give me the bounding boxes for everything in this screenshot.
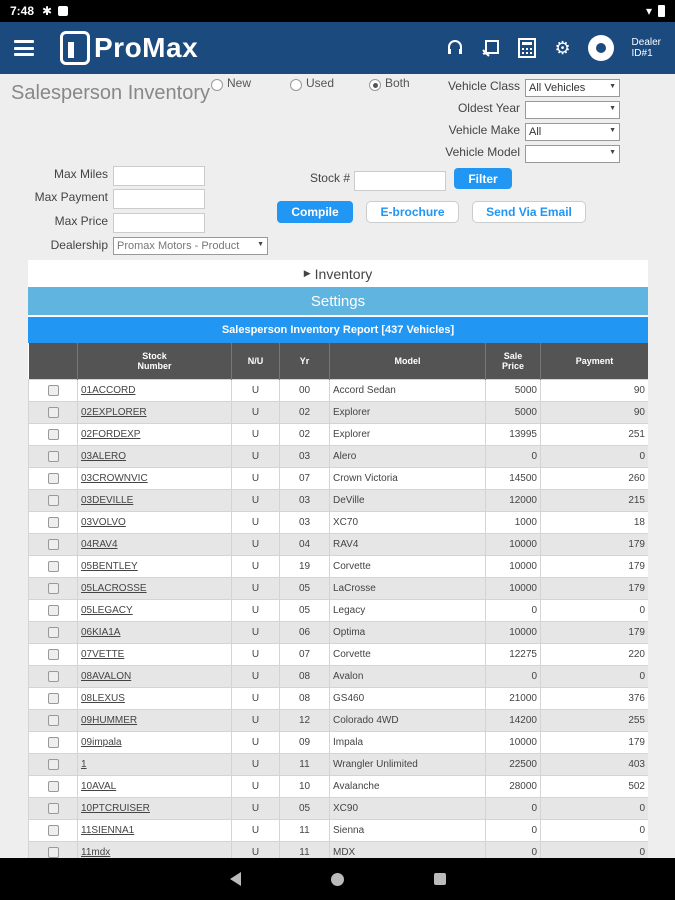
stock-number-cell: [78, 445, 232, 467]
price-cell: 0: [486, 599, 541, 621]
col-stock-line2: Number: [137, 360, 172, 371]
nu-cell: U: [232, 423, 280, 445]
table-row: [29, 533, 649, 555]
payment-cell: 255: [541, 709, 649, 731]
yr-cell: 00: [280, 379, 330, 401]
row-checkbox[interactable]: [48, 539, 59, 550]
dealership-label: Dealership: [50, 238, 108, 252]
nu-cell: U: [232, 533, 280, 555]
row-checkbox[interactable]: [48, 451, 59, 462]
row-checkbox[interactable]: [48, 737, 59, 748]
model-cell: Colorado 4WD: [330, 709, 486, 731]
col-select: [29, 343, 78, 379]
yr-cell: 07: [280, 643, 330, 665]
stock-number-cell: [78, 797, 232, 819]
nu-cell: U: [232, 467, 280, 489]
promax-logo-mark-icon: [60, 31, 90, 65]
row-checkbox[interactable]: [48, 605, 59, 616]
stock-number-link[interactable]: 10AVAL: [81, 780, 117, 792]
price-cell: 10000: [486, 731, 541, 753]
price-cell: 14200: [486, 709, 541, 731]
yr-cell: 11: [280, 841, 330, 858]
price-cell: 0: [486, 841, 541, 858]
stock-number-link[interactable]: 11mdx: [81, 846, 111, 858]
row-checkbox[interactable]: [48, 407, 59, 418]
nu-cell: U: [232, 841, 280, 858]
table-row: [29, 753, 649, 775]
model-cell: Avalanche: [330, 775, 486, 797]
row-select-cell: [29, 467, 78, 489]
filter-button[interactable]: Filter: [454, 168, 512, 189]
stock-number-cell: [78, 423, 232, 445]
payment-cell: 179: [541, 577, 649, 599]
max-payment-label: Max Payment: [34, 190, 108, 204]
table-row: [29, 819, 649, 841]
nu-cell: U: [232, 643, 280, 665]
row-checkbox[interactable]: [48, 385, 59, 396]
status-time: 7:48: [10, 4, 35, 18]
yr-cell: 05: [280, 797, 330, 819]
stock-number-cell: [78, 533, 232, 555]
radio-both[interactable]: [369, 76, 410, 91]
nu-cell: U: [232, 819, 280, 841]
row-select-cell: [29, 687, 78, 709]
stock-number-link[interactable]: 03ALERO: [81, 450, 127, 462]
oldest-year-select[interactable]: [525, 101, 620, 119]
yr-cell: 05: [280, 599, 330, 621]
radio-new-label: New: [227, 76, 252, 90]
nu-cell: U: [232, 401, 280, 423]
stock-number-link[interactable]: 08AVALON: [81, 670, 132, 682]
nu-cell: U: [232, 379, 280, 401]
radio-new[interactable]: [211, 76, 251, 91]
payment-cell: 90: [541, 401, 649, 423]
yr-cell: 07: [280, 467, 330, 489]
send-email-button[interactable]: Send Via Email: [472, 201, 586, 223]
row-checkbox[interactable]: [48, 759, 59, 770]
stock-number-cell: [78, 775, 232, 797]
stock-number-cell: [78, 841, 232, 858]
yr-cell: 09: [280, 731, 330, 753]
yr-cell: 04: [280, 533, 330, 555]
headset-icon[interactable]: [444, 37, 466, 59]
nu-cell: U: [232, 775, 280, 797]
row-select-cell: [29, 511, 78, 533]
nu-cell: U: [232, 687, 280, 709]
max-price-input[interactable]: [113, 213, 205, 233]
table-row: [29, 797, 649, 819]
stock-number-cell: [78, 555, 232, 577]
recents-icon[interactable]: [434, 873, 446, 885]
payment-cell: 0: [541, 599, 649, 621]
payment-cell: 18: [541, 511, 649, 533]
stock-number-cell: [78, 731, 232, 753]
row-checkbox[interactable]: [48, 561, 59, 572]
stock-number-cell: [78, 621, 232, 643]
ebrochure-button[interactable]: E-brochure: [366, 201, 459, 223]
inventory-panel: [28, 260, 648, 858]
calculator-icon[interactable]: [516, 37, 538, 59]
stock-number-link[interactable]: 04RAV4: [81, 538, 118, 550]
payment-cell: 215: [541, 489, 649, 511]
stock-input[interactable]: [354, 171, 446, 191]
row-select-cell: [29, 577, 78, 599]
max-miles-label: Max Miles: [53, 167, 108, 181]
payment-cell: 0: [541, 797, 649, 819]
model-cell: Accord Sedan: [330, 379, 486, 401]
inventory-toggle[interactable]: [28, 260, 648, 287]
row-checkbox[interactable]: [48, 715, 59, 726]
row-select-cell: [29, 401, 78, 423]
row-checkbox[interactable]: [48, 627, 59, 638]
cast-icon[interactable]: [480, 37, 502, 59]
row-select-cell: [29, 555, 78, 577]
stock-number-link[interactable]: 03DEVILLE: [81, 494, 134, 506]
price-cell: 28000: [486, 775, 541, 797]
table-header-row: [29, 343, 649, 379]
table-row: [29, 775, 649, 797]
row-select-cell: [29, 621, 78, 643]
payment-cell: 251: [541, 423, 649, 445]
yr-cell: 11: [280, 753, 330, 775]
price-cell: 22500: [486, 753, 541, 775]
stock-number-link[interactable]: 02FORDEXP: [81, 428, 141, 440]
yr-cell: 02: [280, 401, 330, 423]
inventory-table: [28, 343, 648, 858]
col-price[interactable]: [486, 343, 541, 379]
yr-cell: 02: [280, 423, 330, 445]
promax-logo: [60, 31, 198, 65]
stock-number-cell: [78, 401, 232, 423]
row-checkbox[interactable]: [48, 671, 59, 682]
payment-cell: 502: [541, 775, 649, 797]
model-cell: Crown Victoria: [330, 467, 486, 489]
stock-number-cell: [78, 577, 232, 599]
stock-number-link[interactable]: 01ACCORD: [81, 384, 136, 396]
row-select-cell: [29, 819, 78, 841]
payment-cell: 179: [541, 555, 649, 577]
price-cell: 0: [486, 819, 541, 841]
vehicle-make-select[interactable]: All ▼: [525, 123, 620, 141]
nu-cell: U: [232, 753, 280, 775]
col-model[interactable]: Model: [330, 343, 486, 379]
row-checkbox[interactable]: [48, 693, 59, 704]
row-select-cell: [29, 841, 78, 858]
settings-status-icon: ✱: [42, 4, 53, 18]
stock-number-link[interactable]: 09HUMMER: [81, 714, 138, 726]
price-cell: 13995: [486, 423, 541, 445]
yr-cell: 06: [280, 621, 330, 643]
table-row: [29, 379, 649, 401]
home-icon[interactable]: [331, 873, 344, 886]
table-row: [29, 489, 649, 511]
yr-cell: 03: [280, 511, 330, 533]
stock-number-cell: [78, 643, 232, 665]
stock-number-cell: [78, 467, 232, 489]
stock-number-link[interactable]: 11SIENNA1: [81, 824, 135, 836]
status-bar: [0, 0, 675, 22]
system-nav-bar: [0, 858, 675, 900]
price-cell: 10000: [486, 577, 541, 599]
row-checkbox[interactable]: [48, 583, 59, 594]
row-select-cell: [29, 731, 78, 753]
price-cell: 12000: [486, 489, 541, 511]
table-row: [29, 709, 649, 731]
stock-number-cell: [78, 709, 232, 731]
model-cell: Corvette: [330, 643, 486, 665]
menu-icon[interactable]: [14, 40, 34, 56]
max-price-label: Max Price: [54, 214, 108, 228]
stock-number-link[interactable]: 1: [81, 758, 87, 770]
model-cell: Avalon: [330, 665, 486, 687]
compile-button[interactable]: Compile: [277, 201, 353, 223]
stock-number-cell: [78, 599, 232, 621]
nu-cell: U: [232, 577, 280, 599]
row-select-cell: [29, 775, 78, 797]
radio-both-circle[interactable]: [369, 79, 381, 91]
table-row: [29, 423, 649, 445]
stock-label: Stock #: [309, 171, 350, 185]
model-cell: Wrangler Unlimited: [330, 753, 486, 775]
price-cell: 12275: [486, 643, 541, 665]
model-cell: GS460: [330, 687, 486, 709]
vehicle-model-select[interactable]: [525, 145, 620, 163]
table-row: [29, 687, 649, 709]
stock-number-cell: [78, 687, 232, 709]
row-select-cell: [29, 445, 78, 467]
table-row: [29, 555, 649, 577]
yr-cell: 05: [280, 577, 330, 599]
row-checkbox[interactable]: [48, 803, 59, 814]
price-cell: 5000: [486, 401, 541, 423]
max-miles-input[interactable]: [113, 166, 205, 186]
model-cell: Sienna: [330, 819, 486, 841]
wifi-icon: ▾: [645, 4, 652, 18]
table-row: [29, 665, 649, 687]
model-cell: XC70: [330, 511, 486, 533]
col-stock-line1: Stock: [142, 350, 167, 361]
row-select-cell: [29, 665, 78, 687]
model-cell: LaCrosse: [330, 577, 486, 599]
table-row: [29, 577, 649, 599]
price-cell: 0: [486, 797, 541, 819]
price-cell: 10000: [486, 555, 541, 577]
price-cell: 1000: [486, 511, 541, 533]
row-select-cell: [29, 533, 78, 555]
nu-cell: U: [232, 489, 280, 511]
row-checkbox[interactable]: [48, 649, 59, 660]
table-row: [29, 467, 649, 489]
payment-cell: 90: [541, 379, 649, 401]
yr-cell: 08: [280, 665, 330, 687]
sd-card-icon: [58, 6, 68, 16]
payment-cell: 403: [541, 753, 649, 775]
nu-cell: U: [232, 599, 280, 621]
row-select-cell: [29, 599, 78, 621]
dealership-select[interactable]: Promax Motors - Product ▼: [113, 237, 268, 255]
row-checkbox[interactable]: [48, 473, 59, 484]
inventory-toggle-label: Inventory: [314, 265, 373, 282]
avatar[interactable]: [588, 35, 614, 61]
dealer-id-value: ID#1: [631, 48, 653, 59]
price-cell: 0: [486, 445, 541, 467]
max-payment-input[interactable]: [113, 189, 205, 209]
table-row: [29, 401, 649, 423]
payment-cell: 0: [541, 819, 649, 841]
stock-number-link[interactable]: 02EXPLORER: [81, 406, 147, 418]
stock-number-cell: [78, 379, 232, 401]
stock-number-link[interactable]: 05LEGACY: [81, 604, 133, 616]
stock-number-cell: [78, 753, 232, 775]
col-yr[interactable]: Yr: [280, 343, 330, 379]
stock-number-cell: [78, 511, 232, 533]
row-select-cell: [29, 489, 78, 511]
row-checkbox[interactable]: [48, 781, 59, 792]
inventory-table-body: [29, 379, 649, 858]
yr-cell: 03: [280, 489, 330, 511]
radio-used-circle[interactable]: [290, 79, 302, 91]
payment-cell: 0: [541, 445, 649, 467]
model-cell: XC90: [330, 797, 486, 819]
price-cell: 21000: [486, 687, 541, 709]
radio-used-label: Used: [306, 76, 335, 90]
gear-icon[interactable]: ⚙: [554, 37, 571, 58]
col-price-line2: Price: [501, 360, 525, 371]
model-cell: Optima: [330, 621, 486, 643]
stock-number-link[interactable]: 08LEXUS: [81, 692, 125, 704]
yr-cell: 03: [280, 445, 330, 467]
stock-number-link[interactable]: 06KIA1A: [81, 626, 121, 638]
page-title: Salesperson Inventory: [11, 82, 211, 104]
nu-cell: U: [232, 555, 280, 577]
yr-cell: 19: [280, 555, 330, 577]
row-checkbox[interactable]: [48, 495, 59, 506]
table-row: [29, 621, 649, 643]
row-checkbox[interactable]: [48, 517, 59, 528]
row-select-cell: [29, 423, 78, 445]
oldest-year-label: Oldest Year: [457, 101, 520, 115]
stock-number-link[interactable]: 03CROWNVIC: [81, 472, 148, 484]
stock-number-link[interactable]: 05BENTLEY: [81, 560, 138, 572]
payment-cell: 0: [541, 841, 649, 858]
col-price-line1: Sale: [503, 350, 523, 361]
row-select-cell: [29, 643, 78, 665]
radio-used[interactable]: [290, 76, 334, 91]
nu-cell: U: [232, 797, 280, 819]
model-cell: Explorer: [330, 423, 486, 445]
vehicle-class-select[interactable]: All Vehicles ▼: [525, 79, 620, 97]
nu-cell: U: [232, 511, 280, 533]
model-cell: Explorer: [330, 401, 486, 423]
table-row: [29, 731, 649, 753]
price-cell: 5000: [486, 379, 541, 401]
payment-cell: 376: [541, 687, 649, 709]
yr-cell: 12: [280, 709, 330, 731]
radio-new-circle[interactable]: [211, 79, 223, 91]
table-row: [29, 841, 649, 858]
col-stock[interactable]: [78, 343, 232, 379]
row-select-cell: [29, 379, 78, 401]
stock-number-cell: [78, 665, 232, 687]
model-cell: MDX: [330, 841, 486, 858]
row-checkbox[interactable]: [48, 429, 59, 440]
yr-cell: 08: [280, 687, 330, 709]
stock-number-link[interactable]: 07VETTE: [81, 648, 125, 660]
vehicle-model-label: Vehicle Model: [445, 145, 520, 159]
model-cell: DeVille: [330, 489, 486, 511]
vehicle-class-label: Vehicle Class: [447, 79, 520, 93]
back-icon[interactable]: [230, 872, 241, 886]
nu-cell: U: [232, 709, 280, 731]
nu-cell: U: [232, 621, 280, 643]
row-checkbox[interactable]: [48, 825, 59, 836]
row-checkbox[interactable]: [48, 847, 59, 858]
radio-both-label: Both: [385, 76, 410, 90]
row-select-cell: [29, 753, 78, 775]
price-cell: 14500: [486, 467, 541, 489]
payment-cell: 0: [541, 665, 649, 687]
nu-cell: U: [232, 665, 280, 687]
price-cell: 10000: [486, 621, 541, 643]
payment-cell: 179: [541, 533, 649, 555]
model-cell: Legacy: [330, 599, 486, 621]
yr-cell: 10: [280, 775, 330, 797]
settings-bar[interactable]: Settings: [28, 287, 648, 315]
report-title: Salesperson Inventory Report [437 Vehicles]: [28, 317, 648, 343]
stock-number-cell: [78, 489, 232, 511]
col-payment[interactable]: Payment: [541, 343, 649, 379]
stock-number-link[interactable]: 10PTCRUISER: [81, 802, 150, 814]
app-bar: [0, 22, 675, 74]
nu-cell: U: [232, 445, 280, 467]
model-cell: RAV4: [330, 533, 486, 555]
col-nu[interactable]: N/U: [232, 343, 280, 379]
dealer-id: [632, 37, 661, 59]
row-select-cell: [29, 797, 78, 819]
stock-number-link[interactable]: 05LACROSSE: [81, 582, 147, 594]
vehicle-make-label: Vehicle Make: [448, 123, 520, 137]
table-row: [29, 511, 649, 533]
nu-cell: U: [232, 731, 280, 753]
payment-cell: 179: [541, 621, 649, 643]
table-row: [29, 445, 649, 467]
payment-cell: 220: [541, 643, 649, 665]
price-cell: 0: [486, 665, 541, 687]
payment-cell: 179: [541, 731, 649, 753]
model-cell: Impala: [330, 731, 486, 753]
caret-right-icon: ▶: [303, 268, 311, 278]
battery-icon: [658, 5, 665, 17]
stock-number-link[interactable]: 09impala: [81, 736, 122, 748]
yr-cell: 11: [280, 819, 330, 841]
model-cell: Alero: [330, 445, 486, 467]
dealer-label: Dealer: [631, 37, 661, 48]
stock-number-link[interactable]: 03VOLVO: [81, 516, 126, 528]
table-row: [29, 599, 649, 621]
logo-text: ProMax: [94, 32, 199, 63]
table-row: [29, 643, 649, 665]
price-cell: 10000: [486, 533, 541, 555]
stock-number-cell: [78, 819, 232, 841]
row-select-cell: [29, 709, 78, 731]
payment-cell: 260: [541, 467, 649, 489]
model-cell: Corvette: [330, 555, 486, 577]
